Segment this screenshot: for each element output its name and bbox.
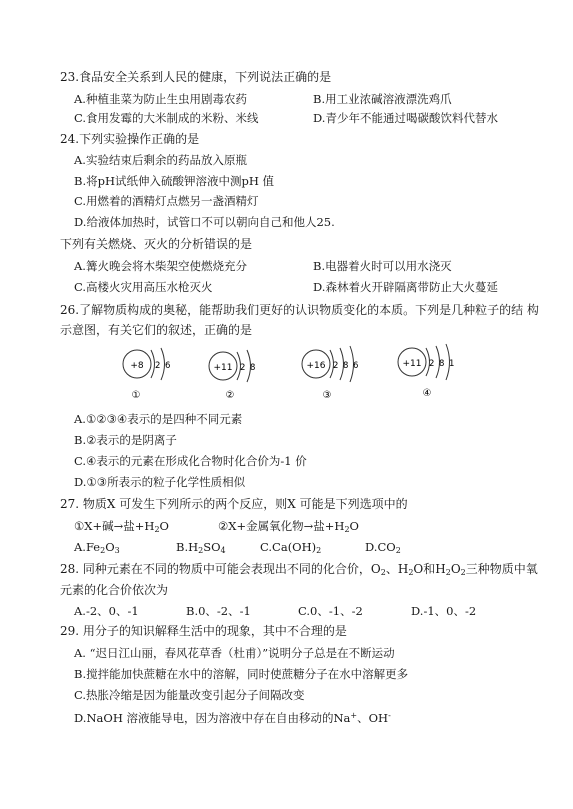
atom-2-shell-1: 2 — [240, 363, 246, 373]
q28-option-b: B.0、-2、-1 — [186, 604, 251, 618]
q28-stem-a: 28. 同种元素在不同的物质中可能会表现出不同的化合价，O — [60, 562, 381, 576]
q26-option-c: C.④表示的元素在形成化合物时化合价为-1 价 — [74, 454, 307, 468]
q28-stem-b: 、H — [385, 562, 409, 576]
q29-option-a: A. “迟日江山丽，春风花草香（杜甫）”说明分子总是在不断运动 — [74, 646, 395, 660]
atom-diagram-2 — [209, 350, 255, 401]
q27-c-1: C.Ca(OH) — [260, 540, 317, 554]
atom-4-shell-2: 8 — [439, 359, 445, 369]
q23-option-a: A.种植韭菜为防止生虫用剧毒农药 — [74, 92, 247, 106]
atom-4-shell-3: 1 — [449, 359, 455, 369]
q28-sub-4: 2 — [460, 568, 466, 577]
q27-option-d — [365, 539, 401, 559]
q26-option-d: D.①③所表示的粒子化学性质相似 — [74, 475, 246, 489]
q27-r2-sub: 2 — [344, 525, 350, 534]
atom-4-label: ④ — [422, 388, 432, 399]
q23-stem: 23.食品安全关系到人民的健康，下列说法正确的是 — [60, 70, 332, 84]
q29-d-sup2: - — [388, 711, 391, 720]
q28-option-c: C.0、-1、-2 — [298, 604, 363, 618]
q23-option-d: D.青少年不能通过喝碳酸饮料代替水 — [313, 111, 498, 125]
q28-stem-d: O — [450, 562, 461, 576]
q26-stem-line1: 26.了解物质构成的奥秘，能帮助我们更好的认识物质变化的本质。下列是几种粒子的结 构 — [60, 303, 539, 317]
atom-3-shell-2: 8 — [343, 361, 349, 371]
q27-d-sub: 2 — [395, 546, 401, 555]
q28-sub-3: 2 — [445, 568, 451, 577]
q25-option-a: A.篝火晚会将木柴架空使燃烧充分 — [74, 259, 247, 273]
q29-option-b: B.搅拌能加快蔗糖在水中的溶解，同时使蔗糖分子在水中溶解更多 — [74, 667, 409, 681]
q27-d-1: D.CO — [365, 540, 396, 554]
atom-3-shell-3: 6 — [353, 361, 359, 371]
atom-1-shell-1: 2 — [155, 361, 161, 371]
q29-option-d — [74, 708, 391, 726]
atom-3-label: ③ — [322, 390, 332, 401]
atom-2-nucleus: +11 — [213, 363, 233, 373]
q27-a-sub1: 2 — [100, 546, 106, 555]
q24-option-b-text: B.将pH试纸伸入硫酸钾溶液中测 — [74, 174, 242, 188]
q29-stem: 29. 用分子的知识解释生活中的现象，其中不合理的是 — [60, 624, 347, 638]
q29-d-sep: 、OH — [357, 711, 389, 725]
atom-2-shell-2: 8 — [250, 363, 256, 373]
q28-stem-e: 三种物质中氧 — [465, 562, 538, 576]
q27-b-sub2: 4 — [220, 546, 226, 555]
q28-sub-2: 2 — [408, 568, 414, 577]
q29-d-text: D.NaOH 溶液能导电，因为溶液中存在自由移动的Na — [74, 711, 351, 725]
q23-option-b: B.用工业浓碱溶液漂洗鸡爪 — [313, 92, 452, 106]
q23-option-c: C.食用发霉的大米制成的米粉、米线 — [74, 111, 259, 125]
q27-reaction-1 — [74, 518, 169, 538]
q27-a-sub2: 3 — [114, 546, 120, 555]
atom-diagram-1 — [123, 348, 170, 401]
atom-4-nucleus: +11 — [402, 359, 422, 369]
q27-b-sub1: 2 — [198, 546, 204, 555]
q27-r2-text: ②X+金属氧化物→盐+H — [218, 519, 345, 533]
q26-option-a: A.①②③④表示的是四种不同元素 — [74, 412, 243, 426]
q27-option-c — [260, 539, 321, 559]
atom-diagram-4 — [398, 344, 454, 399]
q25-option-c: C.高楼火灾用高压水枪灭火 — [74, 280, 213, 294]
q27-option-b — [176, 539, 226, 559]
q27-r1-end: O — [159, 519, 169, 533]
q27-b-2: SO — [203, 540, 221, 554]
atom-3-nucleus: +16 — [306, 361, 326, 371]
atom-structure-diagrams — [0, 340, 573, 408]
q28-stem-line1 — [60, 561, 538, 581]
atom-diagram-3 — [302, 346, 358, 401]
q28-stem-c: O和H — [413, 562, 446, 576]
q24-option-d: D.给液体加热时，试管口不可以朝向自己和他人25. — [74, 215, 335, 229]
atom-3-shell-1: 2 — [333, 361, 339, 371]
q27-stem: 27. 物质X 可发生下列所示的两个反应，则X 可能是下列选项中的 — [60, 497, 408, 511]
q28-stem-line2: 元素的化合价依次为 — [60, 583, 169, 597]
atom-1-label: ① — [131, 390, 141, 401]
q27-c-sub: 2 — [316, 546, 322, 555]
q27-a-1: A.Fe — [74, 540, 101, 554]
q27-r2-end: O — [349, 519, 359, 533]
q24-option-b — [74, 173, 274, 189]
q24-option-a: A.实验结束后剩余的药品放入原瓶 — [74, 153, 247, 167]
q27-b-1: B.H — [176, 540, 199, 554]
q25-stem: 下列有关燃烧、灭火的分析错误的是 — [60, 237, 253, 251]
q28-sub-1: 2 — [380, 568, 386, 577]
q29-option-c: C.热胀冷缩是因为能量改变引起分子间隔改变 — [74, 688, 305, 702]
q24-stem: 24.下列实验操作正确的是 — [60, 132, 200, 146]
q25-option-d: D.森林着火开辟隔离带防止大火蔓延 — [313, 280, 498, 294]
q28-option-a: A.-2、0、-1 — [74, 604, 139, 618]
q27-option-a — [74, 539, 120, 559]
q25-option-b: B.电器着火时可以用水浇灭 — [313, 259, 452, 273]
q26-stem-line2: 示意图，有关它们的叙述，正确的是 — [60, 323, 253, 337]
q29-d-sup1: + — [350, 711, 358, 720]
q28-option-d: D.-1、0、-2 — [411, 604, 477, 618]
atom-2-label: ② — [225, 390, 235, 401]
q27-reaction-2 — [218, 518, 359, 538]
q26-option-b: B.②表示的是阴离子 — [74, 433, 177, 447]
atom-1-nucleus: +8 — [130, 361, 144, 371]
q24-option-b-unit: pH 值 — [241, 174, 275, 188]
atom-4-shell-1: 2 — [429, 359, 435, 369]
atom-1-shell-2: 6 — [165, 361, 171, 371]
q27-r1-sub: 2 — [154, 525, 160, 534]
q27-r1-text: ①X+碱→盐+H — [74, 519, 155, 533]
q24-option-c: C.用燃着的酒精灯点燃另一盏酒精灯 — [74, 194, 259, 208]
q27-a-2: O — [105, 540, 115, 554]
